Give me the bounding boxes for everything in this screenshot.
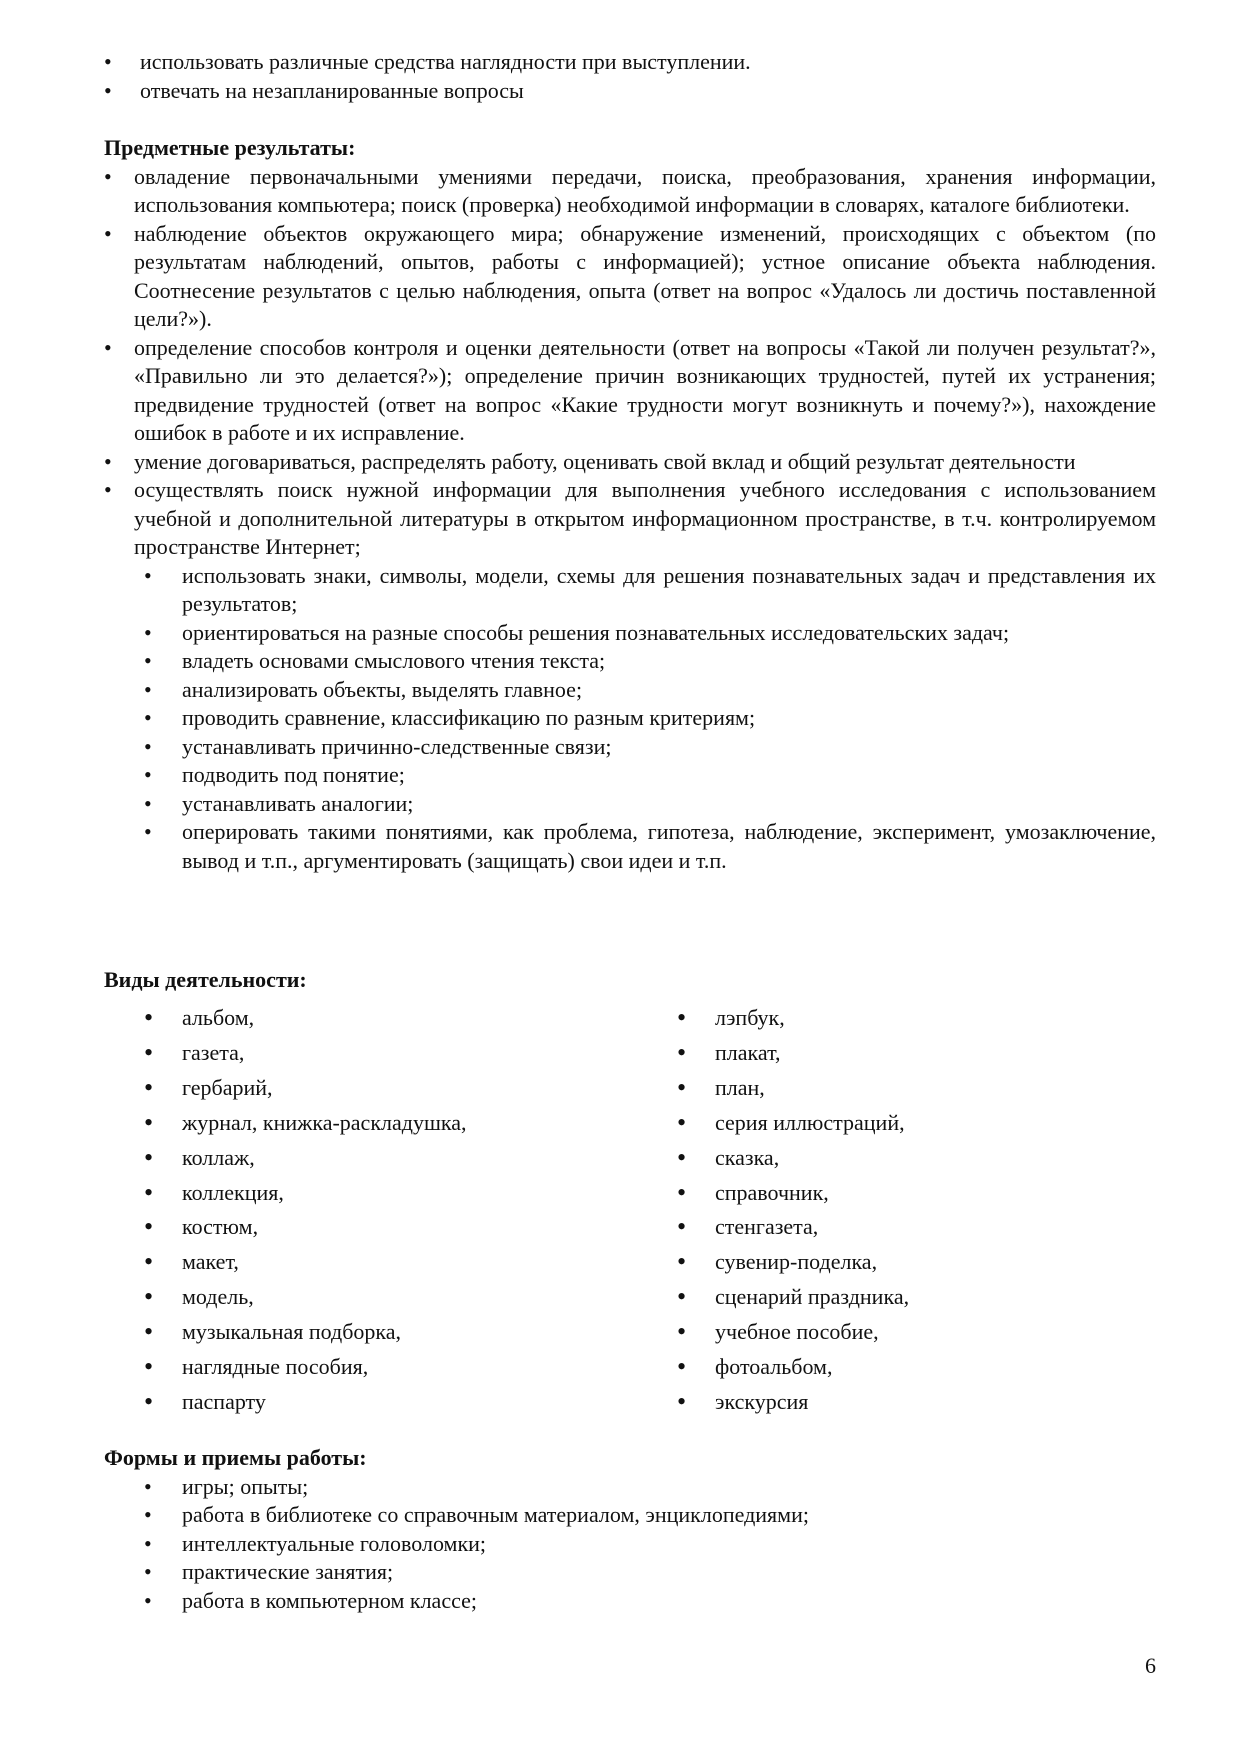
list-item: • плакат, <box>677 1036 909 1071</box>
section-heading: Предметные результаты: <box>104 135 356 160</box>
list-item: • оперировать такими понятиями, как проблема, гипотеза, наблюдение, эксперимент, умозаключение, вывод и т.п., аргументировать (защищать) свои идеи и т.п. <box>144 818 1156 875</box>
list-item: • анализировать объекты, выделять главное; <box>144 676 1156 705</box>
activities-section <box>104 966 1156 995</box>
list-item: • отвечать на незапланированные вопросы <box>104 77 1156 106</box>
list-item: • работа в библиотеке со справочным материалом, энциклопедиями; <box>144 1501 1156 1530</box>
list-item: • ориентироваться на разные способы решения познавательных исследовательских задач; <box>144 619 1156 648</box>
list-item: • работа в компьютерном классе; <box>144 1587 1156 1616</box>
list-item: • наглядные пособия, <box>144 1350 467 1385</box>
list-item: • сувенир-поделка, <box>677 1245 909 1280</box>
list-item: • коллаж, <box>144 1141 467 1176</box>
list-item: • экскурсия <box>677 1385 909 1420</box>
section-heading: Виды деятельности: <box>104 967 307 992</box>
list-item: • фотоальбом, <box>677 1350 909 1385</box>
list-item: • интеллектуальные головоломки; <box>144 1530 1156 1559</box>
forms-list <box>144 1473 1156 1616</box>
list-item: • лэпбук, <box>677 1001 909 1036</box>
activities-right-column <box>677 1001 909 1420</box>
list-item: • модель, <box>144 1280 467 1315</box>
list-item: • серия иллюстраций, <box>677 1106 909 1141</box>
top-list-block <box>104 48 1156 105</box>
list-item: • игры; опыты; <box>144 1473 1156 1502</box>
list-item: • подводить под понятие; <box>144 761 1156 790</box>
list-item: • использовать различные средства наглядности при выступлении. <box>104 48 1156 77</box>
list-item: • стенгазета, <box>677 1210 909 1245</box>
list-item: • наблюдение объектов окружающего мира; обнаружение изменений, происходящих с объектом (по результатам наблюдений, опытов, работы с информацией); устное описание объекта наблюдения. Соотнесение результатов с целью наблюдения, опыта (ответ на вопрос «Удалось ли достичь поставленной цели?»). <box>104 220 1156 334</box>
list-item: • журнал, книжка-раскладушка, <box>144 1106 467 1141</box>
list-item: • гербарий, <box>144 1071 467 1106</box>
activities-left-column <box>144 1001 467 1420</box>
list-item: • паспарту <box>144 1385 467 1420</box>
forms-section <box>104 1444 1156 1615</box>
list-item: • план, <box>677 1071 909 1106</box>
list-item: • макет, <box>144 1245 467 1280</box>
list-item: • костюм, <box>144 1210 467 1245</box>
list-item: • учебное пособие, <box>677 1315 909 1350</box>
page-number: 6 <box>1145 1653 1156 1678</box>
list-item: • овладение первоначальными умениями передачи, поиска, преобразования, хранения информации, использования компьютера; поиск (проверка) необходимой информации в словарях, каталоге библиотеки. <box>104 163 1156 220</box>
top-list <box>104 48 1156 105</box>
list-item: • владеть основами смыслового чтения текста; <box>144 647 1156 676</box>
list-item: • справочник, <box>677 1176 909 1211</box>
list-item: • альбом, <box>144 1001 467 1036</box>
section-heading: Формы и приемы работы: <box>104 1445 367 1470</box>
list-item: • устанавливать причинно-следственные связи; <box>144 733 1156 762</box>
subject-results-section <box>104 134 1156 875</box>
list-item: • сценарий праздника, <box>677 1280 909 1315</box>
subject-results-list <box>104 163 1156 562</box>
list-item: • осуществлять поиск нужной информации для выполнения учебного исследования с использованием учебной и дополнительной литературы в открытом информационном пространстве, в т.ч. контролируемом пространстве Интернет; <box>104 476 1156 562</box>
list-item: • проводить сравнение, классификацию по разным критериям; <box>144 704 1156 733</box>
list-item: • определение способов контроля и оценки деятельности (ответ на вопросы «Такой ли получен результат?», «Правильно ли это делается?»); определение причин возникающих трудностей, путей их устранения; предвидение трудностей (ответ на вопрос «Какие трудности могут возникнуть и почему?»), нахождение ошибок в работе и их исправление. <box>104 334 1156 448</box>
list-item: • музыкальная подборка, <box>144 1315 467 1350</box>
list-item: • газета, <box>144 1036 467 1071</box>
list-item: • умение договариваться, распределять работу, оценивать свой вклад и общий результат деятельности <box>104 448 1156 477</box>
list-item: • использовать знаки, символы, модели, схемы для решения познавательных задач и представления их результатов; <box>144 562 1156 619</box>
list-item: • устанавливать аналогии; <box>144 790 1156 819</box>
list-item: • сказка, <box>677 1141 909 1176</box>
list-item: • коллекция, <box>144 1176 467 1211</box>
list-item: • практические занятия; <box>144 1558 1156 1587</box>
subject-results-sublist <box>144 562 1156 876</box>
